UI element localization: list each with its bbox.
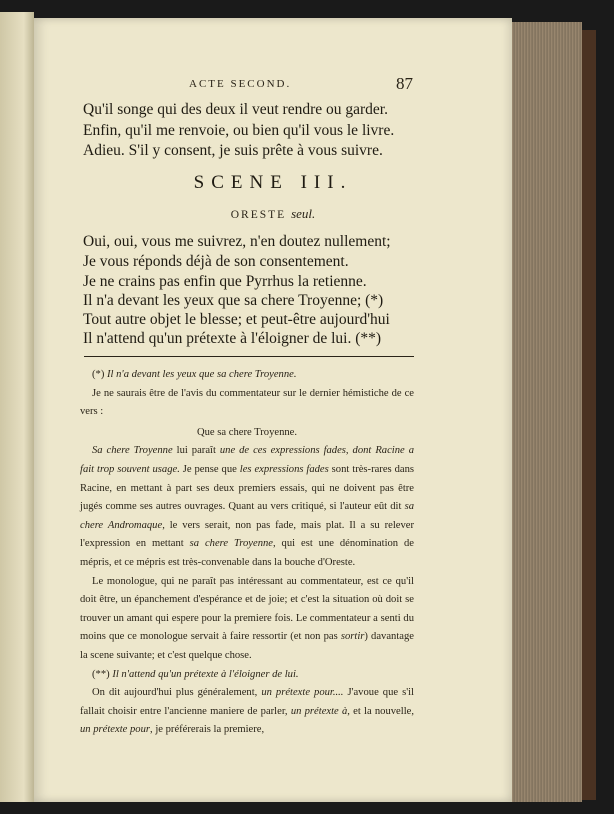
- note-1-paragraph: Le monologue, qui ne paraît pas intéressant au commentateur, est ce qu'il doit être, un épanchement d'espérance et de joie; et c'est la situation où doit se trouver un amant qui espere pour la premiere fois. Le commentateur a senti du moins que ce monologue servait à faire ressortir (et non pas sortir) davantage la scene suivante; et c'est quelque chose.: [80, 575, 414, 661]
- verse-line: Enfin, qu'il me renvoie, ou bien qu'il vous le livre.: [83, 122, 395, 139]
- speaker-note: seul.: [291, 206, 316, 221]
- running-head: ACTE SECOND.: [189, 78, 292, 90]
- footnotes: [80, 366, 414, 740]
- verse-line: Qu'il songe qui des deux il veut rendre ou garder.: [83, 101, 388, 118]
- page-number: 87: [396, 74, 413, 93]
- note-1-paragraph: Je ne saurais être de l'avis du commentateur sur le dernier hémistiche de ce vers :: [80, 387, 414, 418]
- scene-title: SCENE III.: [193, 172, 353, 193]
- page-block-edge: [512, 22, 582, 802]
- speaker-name: ORESTE: [230, 209, 287, 221]
- verse-line: Oui, oui, vous me suivrez, n'en doutez nullement;: [83, 233, 391, 250]
- note-1-heading: (*) Il n'a devant les yeux que sa chere Troyenne.: [92, 369, 297, 380]
- speaker-line: [34, 206, 512, 222]
- verse-line: Je ne crains pas enfin que Pyrrhus la retienne.: [83, 273, 367, 290]
- book-cover-edge: [582, 30, 596, 800]
- verse-line: Il n'a devant les yeux que sa chere Troyenne; (*): [83, 292, 384, 309]
- facing-page-edge: [0, 12, 34, 802]
- footnote-separator: [84, 356, 414, 357]
- note-2-heading: (**) Il n'attend qu'un prétexte à l'éloigner de lui.: [92, 668, 299, 680]
- verse-line: Tout autre objet le blesse; et peut-être aujourd'hui: [83, 311, 390, 328]
- note-1-paragraph: Sa chere Troyenne lui paraît une de ces expressions fades, dont Racine a fait trop souvent usage. Je pense que les expressions fades sont très-rares dans Racine, en mettant à part ses deux premiers essais, qui ne doivent pas être jugés comme ses autres ouvrages. Quant au vers critiqué, si l'auteur eût dit sa chere Andromaque, le vers serait, non pas fade, mais plat. Il a su relever l'expression en mettant sa chere Troyenne, qui est une dénomination de mépris, et ce mépris est très-convenable dans la bouche d'Oreste.: [80, 445, 415, 568]
- note-2-paragraph: On dit aujourd'hui plus généralement, un prétexte pour.... J'avoue que s'il fallait choisir entre l'ancienne maniere de parler, un prétexte à, et la nouvelle, un prétexte pour, je préférerais la premiere,: [80, 687, 414, 736]
- note-1-quote: Que sa chere Troyenne.: [196, 426, 298, 438]
- verse-line: Adieu. S'il y consent, je suis prête à vous suivre.: [83, 142, 383, 159]
- verse-line: Il n'attend qu'un prétexte à l'éloigner de lui. (**): [83, 330, 382, 347]
- verse-line: Je vous réponds déjà de son consentement.: [83, 253, 349, 270]
- page-header: [34, 74, 512, 96]
